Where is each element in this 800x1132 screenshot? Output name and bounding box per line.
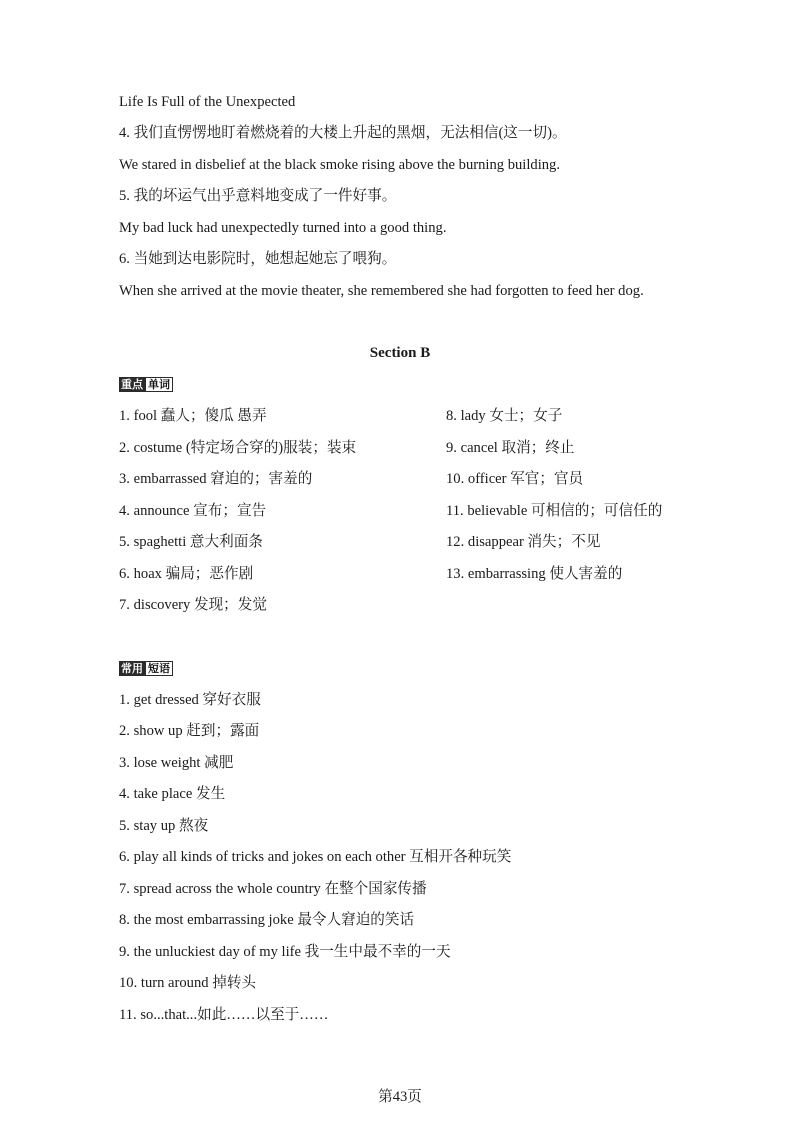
vocab-item: 3. embarrassed 窘迫的；害羞的 — [119, 471, 313, 487]
heading-unit-title: Life Is Full of the Unexpected — [119, 94, 296, 110]
vocab-item: 10. officer 军官；官员 — [446, 471, 584, 487]
vocab-tag-part-b: 单词 — [145, 377, 173, 392]
sentence-6-english: When she arrived at the movie theater, she remembered she had forgotten to feed her dog. — [119, 283, 644, 299]
sentence-5-chinese: 5. 我的坏运气出乎意料地变成了一件好事。 — [119, 188, 397, 204]
phrase-tag-part-b: 短语 — [145, 661, 173, 676]
vocab-tag-part-a: 重点 — [121, 378, 143, 391]
phrase-item: 9. the unluckiest day of my life 我一生中最不幸的一天 — [119, 944, 451, 960]
phrase-item: 11. so...that...如此……以至于…… — [119, 1007, 329, 1023]
phrase-item: 6. play all kinds of tricks and jokes on each other 互相开各种玩笑 — [119, 849, 512, 865]
phrase-item: 5. stay up 熬夜 — [119, 818, 209, 834]
phrase-item: 10. turn around 掉转头 — [119, 975, 257, 991]
phrase-tag — [119, 661, 173, 676]
sentence-4-english: We stared in disbelief at the black smoke rising above the burning building. — [119, 157, 560, 173]
vocab-item: 9. cancel 取消；终止 — [446, 440, 575, 456]
phrase-item: 4. take place 发生 — [119, 786, 226, 802]
sentence-6-chinese: 6. 当她到达电影院时，她想起她忘了喂狗。 — [119, 251, 397, 267]
vocab-item: 6. hoax 骗局；恶作剧 — [119, 566, 254, 582]
phrase-item: 1. get dressed 穿好衣服 — [119, 692, 261, 708]
phrase-tag-part-a: 常用 — [121, 662, 143, 675]
vocab-item: 12. disappear 消失；不见 — [446, 534, 601, 550]
vocab-tag — [119, 377, 173, 392]
sentence-5-english: My bad luck had unexpectedly turned into a good thing. — [119, 220, 447, 236]
vocab-item: 2. costume (特定场合穿的)服装；装束 — [119, 440, 357, 456]
vocab-item: 8. lady 女士；女子 — [446, 408, 563, 424]
vocab-item: 4. announce 宣布；宣告 — [119, 503, 267, 519]
sentence-4-chinese: 4. 我们直愣愣地盯着燃烧着的大楼上升起的黑烟，无法相信(这一切)。 — [119, 125, 567, 141]
page-number: 第43页 — [378, 1089, 422, 1105]
vocab-item: 13. embarrassing 使人害羞的 — [446, 566, 623, 582]
phrase-item: 3. lose weight 减肥 — [119, 755, 234, 771]
section-title: Section B — [369, 345, 431, 361]
phrase-item: 8. the most embarrassing joke 最令人窘迫的笑话 — [119, 912, 415, 928]
vocab-item: 7. discovery 发现；发觉 — [119, 597, 267, 613]
vocab-item: 11. believable 可相信的；可信任的 — [446, 503, 663, 519]
vocab-item: 1. fool 蠢人；傻瓜 愚弄 — [119, 408, 267, 424]
phrase-item: 7. spread across the whole country 在整个国家传播 — [119, 881, 427, 897]
vocab-item: 5. spaghetti 意大利面条 — [119, 534, 263, 550]
phrase-item: 2. show up 赶到；露面 — [119, 723, 260, 739]
